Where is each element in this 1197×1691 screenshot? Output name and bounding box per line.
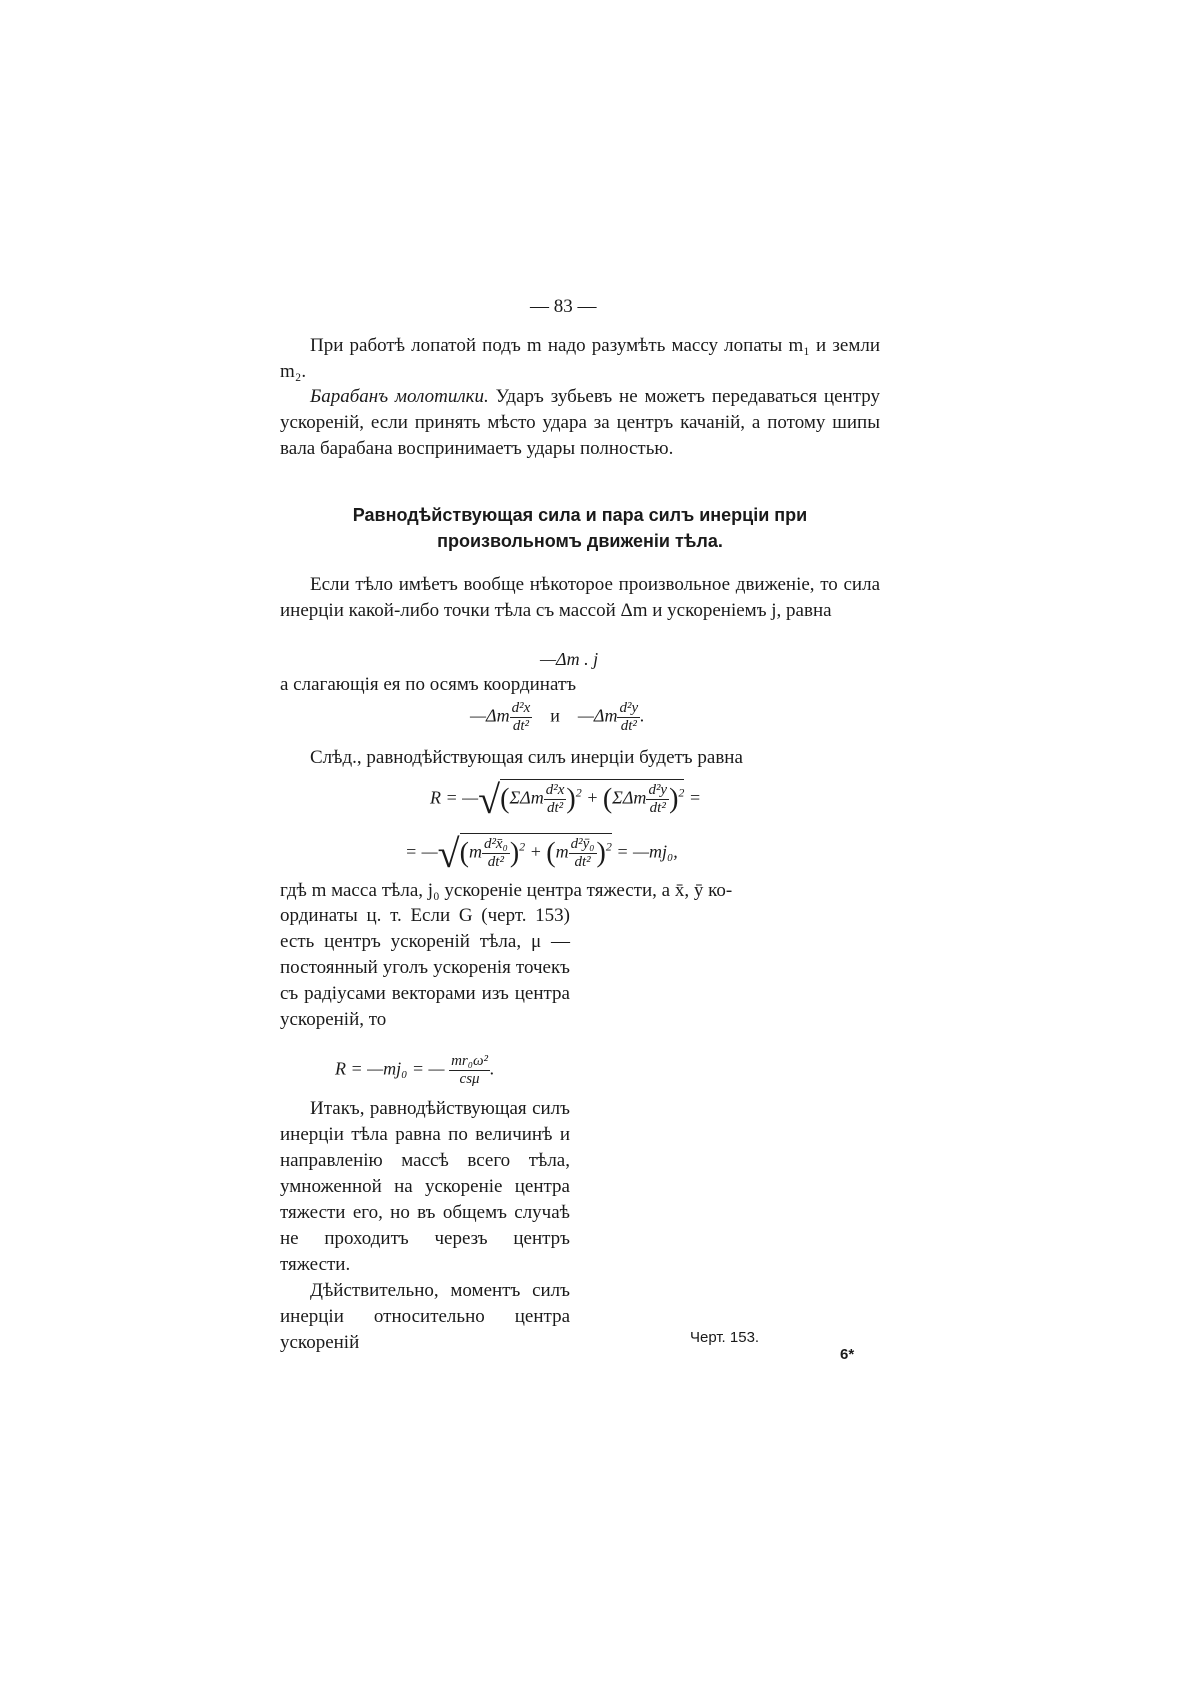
signature-mark: 6* (840, 1346, 855, 1363)
formula2-right-frac (617, 700, 640, 735)
column-2-paragraph-2: Дѣйствительно, моментъ силъ инерціи относительно центра ускореній (280, 1280, 570, 1353)
formula5-den: csμ (459, 1071, 480, 1087)
paragraph-2-italic: Барабанъ молотилки. (310, 386, 489, 407)
formula2-left-den: dt² (512, 718, 529, 734)
paragraph-1: При работѣ лопатой подъ m надо разумѣть массу лопаты m₁ и земли m₂. (280, 335, 880, 382)
formula5-num: mr₀ω² (451, 1053, 489, 1069)
formula2-right-prefix: —Δm (577, 705, 618, 726)
formula3-term1-den: dt² (546, 800, 564, 816)
column-text-2 (280, 1096, 570, 1356)
sqrt-icon: √ (437, 831, 460, 876)
formula5-frac (449, 1053, 490, 1088)
formula4-lhs: = — (405, 841, 438, 862)
section-heading: Равнодѣйствующая сила и пара силъ инерціи при произвольномъ движеніи тѣла. (352, 505, 808, 551)
paragraph-2-text: Ударъ зубьевъ не можетъ передаваться центру ускореній, если принять мѣсто удара за центръ качаній, а потому шипы вала барабана воспринимаетъ удары полностью. (280, 386, 880, 459)
formula4-term2-num: d²ȳ₀ (570, 836, 595, 852)
formula3-term2-prefix: ΣΔm (612, 787, 647, 808)
page-number: — 83 — (530, 296, 597, 317)
formula3-term1-prefix: ΣΔm (509, 787, 544, 808)
line-resultant: Слѣд., равнодѣйствующая силъ инерціи будетъ равна (310, 747, 743, 768)
formula-r-final (335, 1053, 495, 1088)
formula3-term1-num: d²x (545, 782, 565, 798)
formula4-term2-prefix: m (555, 841, 569, 862)
formula2-left-frac (510, 700, 533, 735)
formula-components: —Δm $\frac{\text{d²x}}{\text{dt²}}$ и —Δm $\frac{\text{d²y}}{\text{dt²}}$ . (470, 700, 645, 734)
formula3-lhs: R = — (430, 787, 479, 808)
sqrt-icon: √ (478, 777, 501, 822)
paragraph-2 (280, 384, 880, 462)
line-where: гдѣ m масса тѣла, j₀ ускореніе центра тяжести, а x̄, ȳ ко- (280, 880, 733, 900)
formula4-radicand: (m $\frac{\text{d²x̄₀}}{\text{dt²}}$ )$^2$ + (m $\frac{\text{d²ȳ₀}}{\text{dt²}}$ )$^2$ (460, 833, 612, 871)
formula4-term1-num: d²x̄₀ (483, 836, 508, 852)
paragraph-3: Если тѣло имѣетъ вообще нѣкоторое произвольное движеніе, то сила инерціи какой-либо точки тѣла съ массой Δm и ускореніемъ j, равна (280, 574, 880, 621)
formula2-left-num: d²x (511, 700, 531, 716)
formula4-tail: = —mj₀, (616, 841, 678, 862)
formula2-right-num: d²y (619, 700, 639, 716)
figure-caption: Черт. 153. (690, 1329, 760, 1346)
formula-resultant-1 (430, 776, 701, 823)
formula4-term1-den: dt² (487, 854, 504, 870)
formula5-lhs: R = —mj₀ = — (335, 1058, 445, 1079)
formula-inertia-force: —Δm . j (540, 649, 599, 669)
formula2-right-den: dt² (620, 718, 637, 734)
formula3-term2-den: dt² (649, 800, 666, 816)
formula2-conj: и (550, 705, 560, 726)
formula4-term2-den: dt² (574, 854, 591, 870)
formula3-tail: = (688, 787, 702, 808)
formula3-radicand: (ΣΔm $\frac{\text{d²x}}{\text{dt²}}$ )$^2$ + (ΣΔm $\frac{\text{d²y}}{\text{dt²}}$ )$^2$ (500, 779, 684, 817)
formula5-tail: . (490, 1058, 495, 1079)
column-text-1: ординаты ц. т. Если G (черт. 153) есть центръ ускореній тѣла, μ — постоянный уголъ ускоренія точекъ съ радіусами векторами изъ центра ускореній, то (280, 905, 570, 1030)
formula-resultant-2 (405, 830, 678, 877)
formula2-left-prefix: —Δm (470, 705, 510, 726)
formula3-term2-num: d²y (648, 782, 668, 798)
line-components: а слагающія ея по осямъ координатъ (280, 674, 577, 695)
formula4-term1-prefix: m (468, 841, 482, 862)
column-2-paragraph-1: Итакъ, равнодѣйствующая силъ инерціи тѣла равна по величинѣ и направленію массѣ всего тѣла, умноженной на ускореніе центра тяжести его, но въ общемъ случаѣ не проходитъ черезъ центръ тяжести. (280, 1098, 570, 1275)
